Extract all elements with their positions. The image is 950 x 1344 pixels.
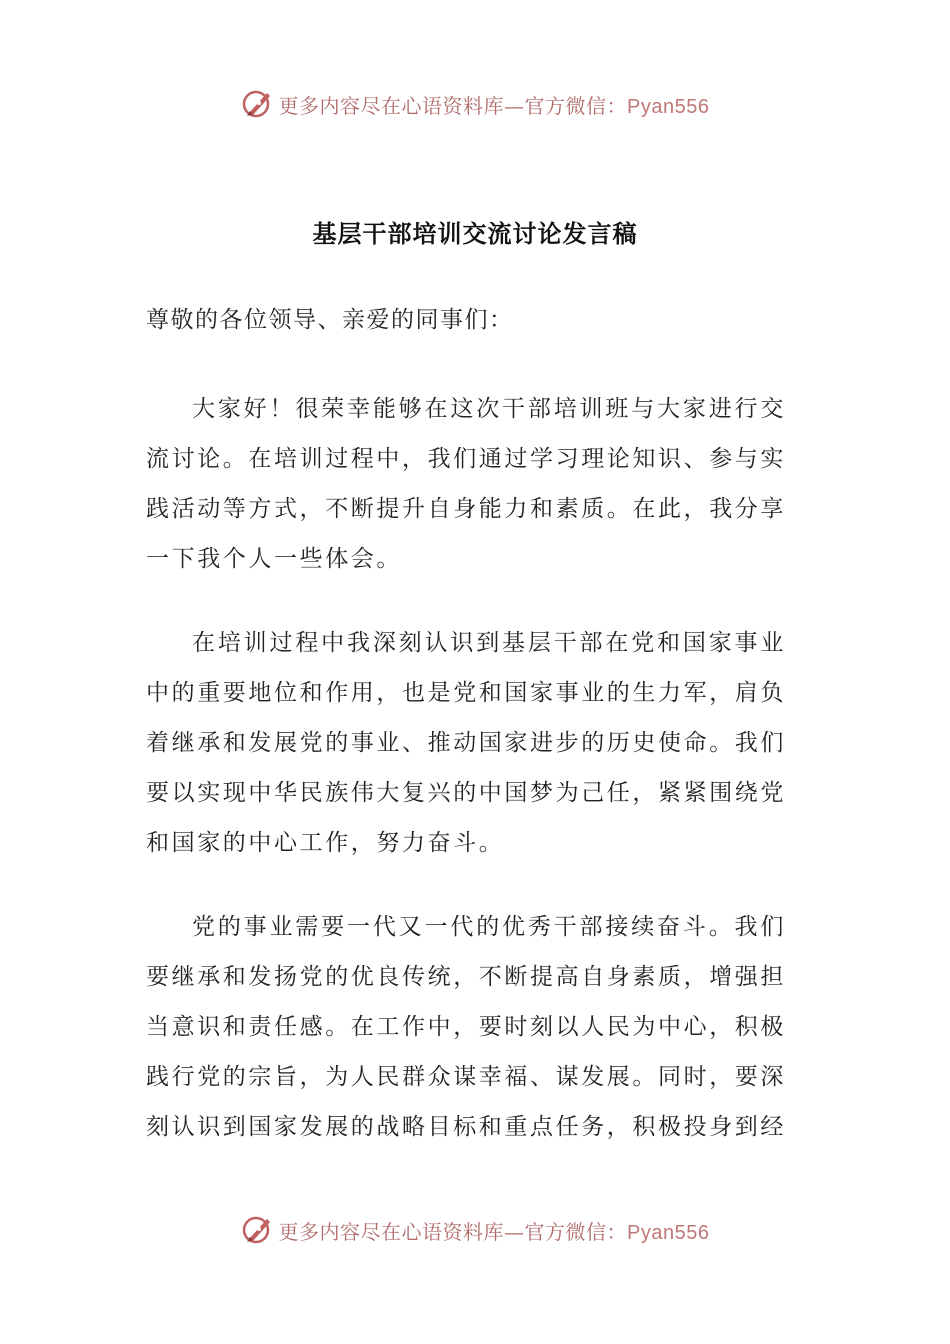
document-body <box>146 300 786 1186</box>
header-banner <box>0 84 950 124</box>
banner-text <box>279 1216 710 1245</box>
wechat-id: Pyan556 <box>627 1221 710 1244</box>
footer-banner <box>0 1210 950 1250</box>
banner-slogan: 更多内容尽在心语资料库—官方微信： <box>278 93 628 118</box>
banner-slogan: 更多内容尽在心语资料库—官方微信： <box>278 1219 628 1244</box>
paragraph-2: 在培训过程中我深刻认识到基层干部在党和国家事业中的重要地位和作用，也是党和国家事业的生力军，肩负着继承和发展党的事业、推动国家进步的历史使命。我们要以实现中华民族伟大复兴的中国梦为己任，紧紧围绕党和国家的中心工作，努力奋斗。 <box>146 630 786 856</box>
salutation: 尊敬的各位领导、亲爱的同事们： <box>146 307 514 333</box>
wechat-id: Pyan556 <box>627 95 710 118</box>
paragraph-1: 大家好！很荣幸能够在这次干部培训班与大家进行交流讨论。在培训过程中，我们通过学习理论知识、参与实践活动等方式，不断提升自身能力和素质。在此，我分享一下我个人一些体会。 <box>146 396 786 572</box>
document-title: 基层干部培训交流讨论发言稿 <box>312 220 638 248</box>
pen-nib-logo-icon <box>241 87 275 121</box>
banner-text <box>279 90 710 119</box>
paragraph-3: 党的事业需要一代又一代的优秀干部接续奋斗。我们要继承和发扬党的优良传统，不断提高自身素质，增强担当意识和责任感。在工作中，要时刻以人民为中心，积极践行党的宗旨，为人民群众谋幸福、谋发展。同时，要深刻认识到国家发展的战略目标和重点任务，积极投身到经 <box>146 914 786 1140</box>
pen-nib-logo-icon <box>241 1213 275 1247</box>
